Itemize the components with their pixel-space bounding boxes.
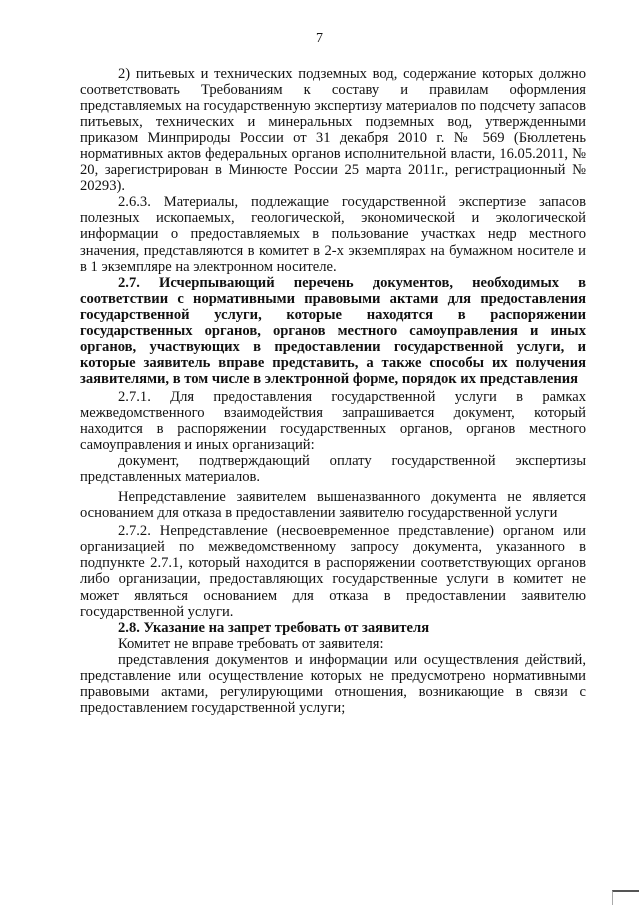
paragraph-2-7-1: 2.7.1. Для предоставления государственной услуги в рамках межведомственного взаимодействия запрашивается документ, который находится в распоряжении государственных органов, органов местного самоуправления и иных организаций:: [80, 388, 586, 454]
section-heading-2-7: 2.7. Исчерпывающий перечень документов, необходимых в соответствии с нормативными правовыми актами для предоставления государственной услуги, которые находятся в распоряжении государственных органов, органов местного самоуправления и иных органов, участвующих в предоставлении государственной услуги, и которые заявитель вправе представить, а также способы их получения заявителями, в том числе в электронной форме, порядок их представления: [80, 274, 586, 387]
paragraph-committee-prohibition: Комитет не вправе требовать от заявителя:: [118, 635, 384, 652]
paragraph-payment-document: документ, подтверждающий оплату государственной экспертизы представленных материалов.: [80, 453, 586, 486]
page-number: 7: [316, 31, 323, 46]
scan-edge-mark: [612, 890, 639, 905]
paragraph-groundwater-requirements: 2) питьевых и технических подземных вод, содержание которых должно соответствовать Требованиям к составу и правилам оформления представляемых на государственную экспертизу материалов по подсчету запасов питьевых, технических и минеральных подземных вод, утвержденными приказом Минприроды России от 31 декабря 2010 г. № 569 (Бюллетень нормативных актов федеральных органов исполнительной власти, 16.05.2011, № 20, зарегистрирован в Минюсте России 25 марта 2011г., регистрационный № 20293).: [80, 66, 586, 195]
paragraph-documents-actions: представления документов и информации или осуществления действий, представление или осуществление которых не предусмотрено нормативными правовыми актами, регулирующими отношения, возникающие в связи с предоставлением государственной услуги;: [80, 651, 586, 716]
section-heading-2-8: 2.8. Указание на запрет требовать от заявителя: [118, 619, 430, 636]
document-body: [80, 66, 586, 716]
paragraph-2-7-2: 2.7.2. Непредставление (несвоевременное представление) органом или организацией по межведомственному запросу документа, указанного в подпункте 2.7.1, который находится в распоряжении соответствующих органов либо организации, предоставляющих государственные услуги в комитет не может являться основанием для отказа в предоставлении заявителю государственной услуги.: [80, 523, 586, 620]
paragraph-non-submission: Непредставление заявителем вышеназванного документа не является основанием для отказа в предоставлении заявителю государственной услуги: [80, 489, 586, 522]
paragraph-2-6-3: 2.6.3. Материалы, подлежащие государственной экспертизе запасов полезных ископаемых, геологической, экономической и экологической информации о предоставляемых в пользование участках недр местного значения, представляются в комитет в 2-х экземплярах на бумажном носителе и в 1 экземпляре на электронном носителе.: [80, 194, 586, 275]
